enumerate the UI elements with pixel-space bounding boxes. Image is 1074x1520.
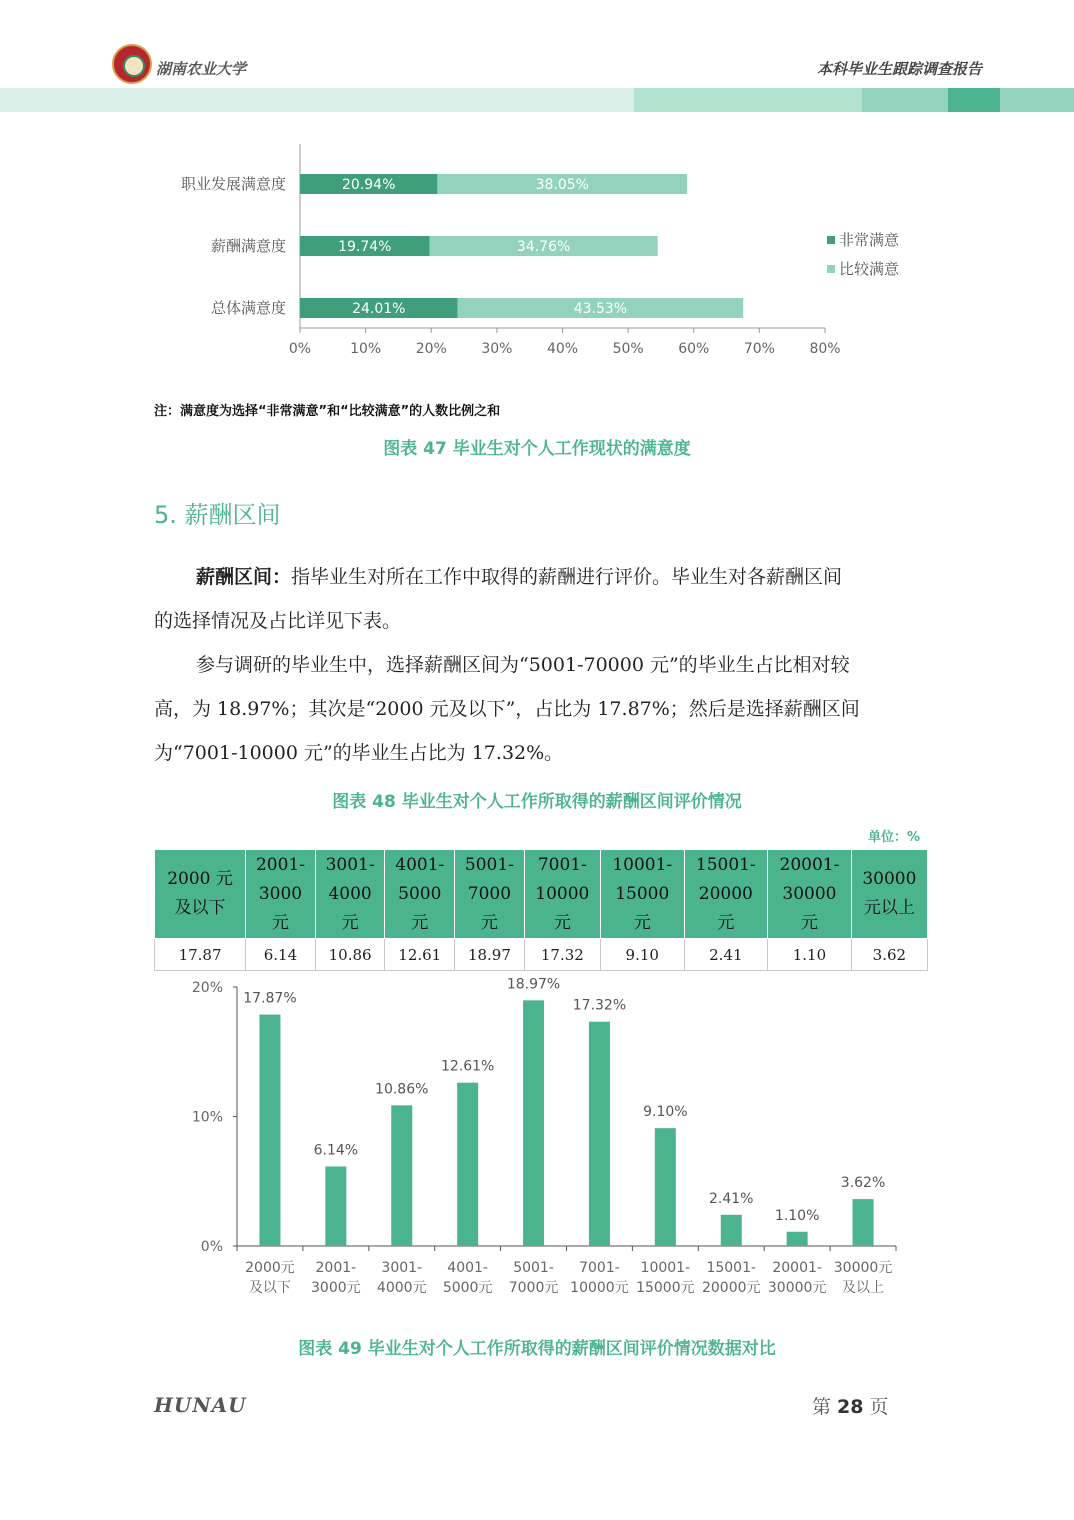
x-tick-label: 0% [288,341,312,357]
header-text: 元 [633,912,651,933]
bar-value-label: 1.10% [774,1207,820,1224]
header-text: 2000 元 [167,869,233,889]
table-header-cell [600,850,684,939]
category-label: 4000元 [376,1280,427,1296]
header-text: 30000 [862,869,917,889]
section-title: 5. 薪酬区间 [154,501,281,529]
salary-table [154,849,928,971]
chart-note: 注：满意度为选择“非常满意”和“比较满意”的人数比例之和 [154,404,501,419]
header-text: 元以上 [863,898,915,918]
category-label: 职业发展满意度 [180,175,286,193]
bar [655,1128,676,1246]
category-label: 10000元 [570,1280,629,1296]
salary-bar-chart [0,970,1074,1310]
table-header-cell [455,850,525,939]
table-header-cell [385,850,455,939]
x-tick-label: 40% [546,341,579,357]
header-text: 元 [800,912,818,933]
page-number: 28 [837,1396,864,1418]
header-text: 4001- [395,854,445,875]
satisfaction-chart [0,140,1074,370]
category-label: 及以上 [842,1280,885,1296]
bar [391,1105,412,1246]
table-header-cell [155,850,246,939]
table-cell: 9.10 [600,939,684,971]
header-text: 元 [271,912,289,933]
bar-value-label: 2.41% [709,1190,754,1207]
bar-value-label: 34.76% [516,239,571,255]
header-band-light [0,88,634,112]
category-label: 2001- [315,1260,357,1276]
p2-line1: 参与调研的毕业生中，选择薪酬区间为“5001-70000 元”的毕业生占比相对较 [196,654,850,676]
y-tick-label: 0% [200,1239,223,1255]
header-text: 2001- [255,854,305,875]
header-text: 元 [411,912,429,933]
bar [325,1166,346,1246]
bar [787,1232,808,1246]
p2-line2: 高，为 18.97%；其次是“2000 元及以下”，占比为 17.87%；然后是选择薪酬区间 [154,698,860,720]
header-text: 20001- [779,854,840,875]
paragraph-1 [154,555,924,599]
header-text: 7000 [467,883,512,904]
table-header-cell [524,850,600,939]
header-text: 15000 [615,883,670,904]
bar-value-label: 3.62% [840,1175,886,1192]
bar [457,1083,478,1246]
category-label: 7000元 [508,1280,559,1296]
header-text: 3001- [325,854,375,875]
table-cell: 10.86 [315,939,385,971]
footer-brand: HUNAU [154,1393,247,1417]
x-tick-label: 60% [678,341,710,357]
x-tick-label: 20% [415,341,447,357]
legend-label: 比较满意 [839,260,900,278]
category-label: 20000元 [701,1280,761,1296]
bar-value-label: 24.01% [352,301,406,317]
table-header-cell [851,850,927,939]
table-cell: 1.10 [768,939,852,971]
legend-label: 非常满意 [839,231,900,249]
y-tick-label: 10% [191,1109,223,1126]
p2-line3: 为“7001-10000 元”的毕业生占比为 17.32%。 [154,742,564,764]
category-label: 30000元 [833,1260,893,1276]
header-band-mid [634,88,862,112]
category-label: 10001- [640,1260,691,1276]
legend-swatch [827,265,835,273]
bar-value-label: 9.10% [643,1104,688,1121]
category-label: 20001- [772,1260,822,1276]
bar [853,1199,874,1246]
p1-line2: 的选择情况及占比详见下表。 [154,610,402,632]
bar [721,1215,742,1246]
table-cell: 3.62 [851,939,927,971]
header-text: 及以下 [174,898,226,918]
category-label: 15000元 [636,1280,695,1296]
report-title: 本科毕业生跟踪调查报告 [816,60,982,78]
unit-label: 单位：% [867,830,920,845]
header-text: 元 [553,912,571,933]
x-tick-label: 10% [350,341,382,357]
bar-value-label: 12.61% [440,1058,495,1075]
category-label: 3000元 [311,1280,361,1296]
header-text: 元 [341,912,359,933]
bar-value-label: 17.87% [243,990,297,1007]
category-label: 5000元 [442,1280,493,1296]
table-header-cell [246,850,316,939]
university-logo [112,44,152,84]
header-text: 5001- [464,854,514,875]
table-header-cell [315,850,385,939]
table-cell: 18.97 [455,939,525,971]
category-label: 4001- [447,1260,488,1276]
table48-caption: 图表 48 毕业生对个人工作所取得的薪酬区间评价情况 [332,792,742,812]
x-tick-label: 50% [612,341,644,357]
header-text: 15001- [695,854,756,875]
y-tick-label: 20% [191,980,223,996]
table-cell: 12.61 [385,939,455,971]
x-tick-label: 80% [809,341,841,357]
category-label: 总体满意度 [210,299,286,317]
header-text: 20000 [698,883,753,904]
p1-line1: 指毕业生对所在工作中取得的薪酬进行评价。毕业生对各薪酬区间 [291,566,843,588]
table-cell: 17.87 [155,939,246,971]
category-label: 及以下 [248,1280,291,1296]
category-label: 7001- [579,1260,620,1276]
category-label: 5001- [513,1260,554,1276]
table-header-cell [768,850,852,939]
table-cell: 17.32 [524,939,600,971]
category-label: 薪酬满意度 [210,237,286,255]
header-band-mid2 [862,88,948,112]
header-text: 5000 [398,883,442,904]
chart47-caption: 图表 47 毕业生对个人工作现状的满意度 [383,439,691,459]
header-band-end [1000,88,1074,112]
table-cell: 2.41 [684,939,768,971]
bar [523,1000,544,1246]
bar-value-label: 38.05% [535,177,589,193]
table-cell: 6.14 [246,939,316,971]
bar-value-label: 10.86% [375,1081,429,1098]
bar-value-label: 18.97% [506,976,561,993]
header-text: 7001- [537,854,587,875]
university-name: 湖南农业大学 [156,60,247,78]
header-text: 30000 [782,883,837,904]
bar [589,1022,610,1246]
header-text: 4000 [328,883,372,904]
page-suffix: 页 [869,1396,889,1418]
header-text: 元 [717,912,735,933]
page-number-label [812,1392,888,1419]
category-label: 15001- [706,1260,757,1276]
bar-value-label: 43.53% [573,301,628,317]
bar [259,1015,280,1246]
term-label: 薪酬区间： [196,566,292,588]
legend-swatch [827,236,835,244]
table-header-row [155,850,928,939]
header-text: 3000 [258,883,303,904]
category-label: 30000元 [767,1280,827,1296]
x-tick-label: 30% [481,341,513,357]
header-text: 元 [480,912,498,933]
header-text: 10000 [535,883,590,904]
category-label: 3001- [381,1260,423,1276]
header-band-dark [948,88,1000,112]
bar-value-label: 6.14% [313,1142,359,1159]
bar-value-label: 20.94% [342,177,396,193]
chart49-caption: 图表 49 毕业生对个人工作所取得的薪酬区间评价情况数据对比 [298,1339,776,1359]
x-tick-label: 70% [743,341,775,357]
bar-value-label: 17.32% [572,997,627,1014]
table-header-cell [684,850,768,939]
bar-value-label: 19.74% [338,239,392,255]
table-row [155,939,928,971]
category-label: 2000元 [245,1260,295,1276]
header-text: 10001- [612,854,673,875]
page-prefix: 第 [812,1396,832,1418]
